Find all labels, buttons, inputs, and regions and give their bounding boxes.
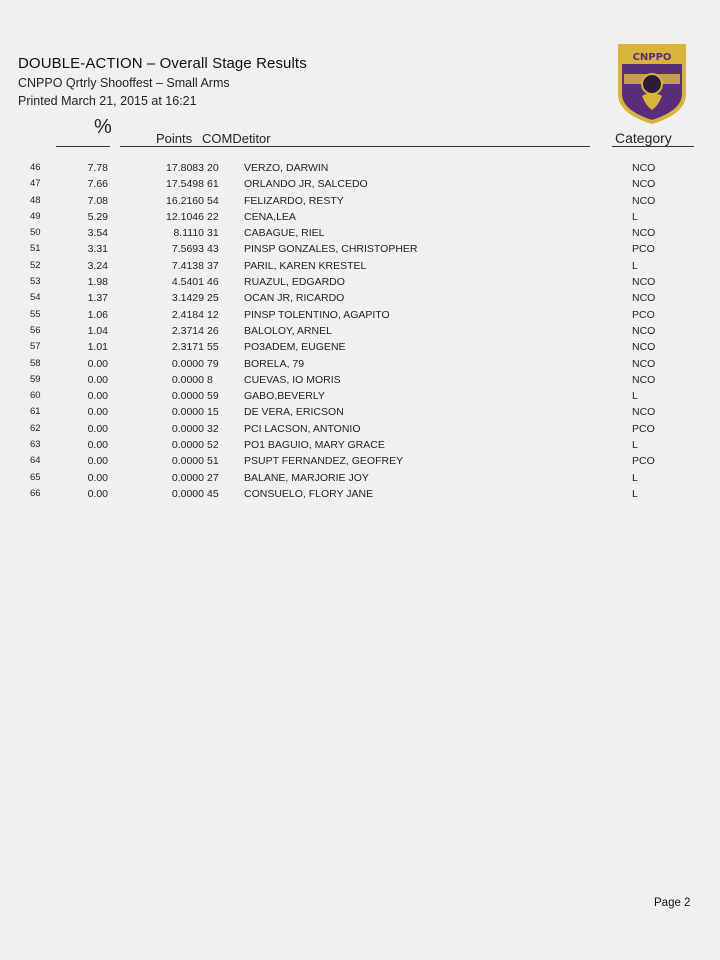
row-percent: 1.01	[87, 341, 108, 354]
row-place: 57	[30, 341, 41, 353]
row-competitor-name: PARIL, KAREN KRESTEL	[244, 259, 367, 272]
row-competitor-number: 22	[207, 210, 219, 223]
row-place: 61	[30, 406, 41, 418]
row-competitor-number: 20	[207, 162, 219, 174]
table-row	[0, 358, 720, 374]
row-category: NCO	[632, 324, 656, 337]
header-underline-category	[612, 146, 694, 147]
table-row	[0, 195, 720, 211]
row-place: 63	[30, 439, 41, 451]
row-competitor-name: FELIZARDO, RESTY	[244, 194, 344, 207]
row-percent: 1.06	[87, 308, 108, 321]
row-category: NCO	[632, 162, 656, 174]
row-category: NCO	[632, 341, 656, 354]
printed-timestamp: Printed March 21, 2015 at 16:21	[18, 94, 197, 108]
header-percent: %	[94, 116, 112, 138]
row-competitor-number: 12	[207, 308, 219, 321]
row-competitor-name: ORLANDO JR, SALCEDO	[244, 178, 368, 191]
row-category: L	[632, 439, 638, 452]
table-row	[0, 325, 720, 341]
row-competitor-number: 37	[207, 259, 219, 272]
row-points: 17.8083	[166, 162, 204, 174]
row-place: 62	[30, 422, 41, 434]
row-competitor-number: 59	[207, 390, 219, 403]
row-category: NCO	[632, 373, 656, 386]
row-category: L	[632, 210, 638, 223]
table-row	[0, 423, 720, 439]
table-row	[0, 488, 720, 504]
row-points: 3.1429	[171, 292, 204, 305]
row-place: 46	[30, 162, 41, 173]
table-row	[0, 227, 720, 243]
row-competitor-name: CUEVAS, IO MORIS	[244, 373, 341, 386]
header-category: Category	[615, 130, 672, 146]
row-points: 2.3714	[171, 324, 204, 337]
row-category: PCO	[632, 243, 655, 256]
row-category: PCO	[632, 422, 655, 435]
row-place: 59	[30, 373, 41, 385]
cnppo-logo	[614, 40, 690, 124]
row-points: 0.0000	[171, 487, 204, 500]
row-competitor-name: VERZO, DARWIN	[244, 162, 329, 174]
row-place: 56	[30, 324, 41, 336]
row-place: 54	[30, 292, 41, 304]
table-row	[0, 374, 720, 390]
row-points: 8.1110	[173, 227, 204, 240]
row-category: NCO	[632, 406, 656, 419]
row-competitor-number: 54	[207, 194, 219, 207]
row-competitor-name: OCAN JR, RICARDO	[244, 292, 345, 305]
row-competitor-number: 55	[207, 341, 219, 354]
row-place: 53	[30, 276, 41, 288]
row-points: 2.3171	[171, 341, 204, 354]
row-percent: 3.54	[87, 227, 108, 240]
table-row	[0, 292, 720, 308]
row-points: 0.0000	[171, 357, 204, 370]
row-category: NCO	[632, 178, 656, 191]
table-row	[0, 439, 720, 455]
row-percent: 5.29	[87, 210, 108, 223]
row-competitor-number: 15	[207, 406, 219, 419]
row-competitor-name: PO3ADEM, EUGENE	[244, 341, 346, 354]
row-competitor-number: 26	[207, 324, 219, 337]
row-points: 0.0000	[171, 422, 204, 435]
row-category: PCO	[632, 308, 655, 321]
row-percent: 3.31	[87, 243, 108, 256]
row-competitor-name: PINSP GONZALES, CHRISTOPHER	[244, 243, 418, 256]
row-competitor-name: CENA,LEA	[244, 210, 296, 223]
row-percent: 0.00	[87, 357, 108, 370]
row-percent: 0.00	[87, 471, 108, 484]
row-points: 17.5498	[166, 178, 204, 191]
row-points: 0.0000	[171, 439, 204, 452]
table-row	[0, 211, 720, 227]
table-row	[0, 406, 720, 422]
row-percent: 0.00	[87, 439, 108, 452]
row-place: 66	[30, 487, 41, 499]
row-place: 51	[30, 243, 41, 255]
header-competitor: COMDetitor	[202, 131, 271, 146]
table-row	[0, 260, 720, 276]
report-title: DOUBLE-ACTION – Overall Stage Results	[18, 55, 307, 72]
row-percent: 0.00	[87, 455, 108, 468]
row-points: 16.2160	[166, 194, 204, 207]
row-percent: 0.00	[87, 406, 108, 419]
row-category: L	[632, 390, 638, 403]
header-points: Points	[156, 131, 193, 146]
row-percent: 7.08	[87, 194, 108, 207]
table-row	[0, 390, 720, 406]
row-points: 0.0000	[171, 390, 204, 403]
row-competitor-number: 31	[207, 227, 219, 240]
row-place: 60	[30, 390, 41, 402]
row-competitor-number: 8	[207, 373, 213, 386]
row-competitor-name: PCI LACSON, ANTONIO	[244, 422, 361, 435]
row-percent: 1.04	[87, 324, 108, 337]
row-points: 12.1046	[166, 210, 204, 223]
row-category: NCO	[632, 276, 656, 289]
table-row	[0, 309, 720, 325]
row-competitor-name: PO1 BAGUIO, MARY GRACE	[244, 439, 385, 452]
table-row	[0, 472, 720, 488]
row-points: 0.0000	[171, 471, 204, 484]
row-place: 47	[30, 178, 41, 190]
row-competitor-number: 61	[207, 178, 219, 191]
row-category: L	[632, 471, 638, 484]
row-competitor-name: PINSP TOLENTINO, AGAPITO	[244, 308, 390, 321]
row-competitor-name: CONSUELO, FLORY JANE	[244, 487, 374, 500]
row-competitor-number: 79	[207, 357, 219, 370]
row-competitor-number: 32	[207, 422, 219, 435]
page-number: Page 2	[654, 897, 691, 909]
table-row	[0, 455, 720, 471]
row-percent: 0.00	[87, 373, 108, 386]
row-place: 49	[30, 210, 41, 222]
row-percent: 7.66	[87, 178, 108, 191]
row-competitor-name: PSUPT FERNANDEZ, GEOFREY	[244, 455, 404, 468]
row-competitor-name: GABO,BEVERLY	[244, 390, 325, 403]
header-underline-percent	[56, 146, 110, 147]
table-row	[0, 162, 720, 178]
row-place: 55	[30, 308, 41, 320]
results-table	[0, 162, 720, 504]
row-points: 7.4138	[171, 259, 204, 272]
table-row	[0, 341, 720, 357]
row-points: 7.5693	[171, 243, 204, 256]
row-place: 65	[30, 471, 41, 483]
row-competitor-name: BORELA, 79	[244, 357, 305, 370]
row-place: 50	[30, 227, 41, 239]
row-points: 2.4184	[171, 308, 204, 321]
row-points: 0.0000	[171, 455, 204, 468]
header-underline-main	[120, 146, 590, 147]
row-percent: 0.00	[87, 422, 108, 435]
row-place: 58	[30, 357, 41, 369]
row-competitor-number: 27	[207, 471, 219, 484]
row-category: NCO	[632, 357, 656, 370]
row-category: NCO	[632, 227, 656, 240]
row-category: NCO	[632, 194, 656, 207]
logo-text: CNPPO	[632, 52, 672, 63]
row-points: 0.0000	[171, 373, 204, 386]
report-subtitle: CNPPO Qrtrly Shooffest – Small Arms	[18, 76, 230, 90]
row-competitor-name: CABAGUE, RIEL	[244, 227, 325, 240]
row-competitor-number: 51	[207, 455, 219, 468]
row-percent: 0.00	[87, 390, 108, 403]
row-competitor-number: 45	[207, 487, 219, 500]
row-competitor-number: 46	[207, 276, 219, 289]
row-percent: 0.00	[87, 487, 108, 500]
row-competitor-name: DE VERA, ERICSON	[244, 406, 344, 419]
row-competitor-name: BALANE, MARJORIE JOY	[244, 471, 369, 484]
row-percent: 1.98	[87, 276, 108, 289]
row-place: 48	[30, 194, 41, 206]
row-competitor-name: BALOLOY, ARNEL	[244, 324, 332, 337]
row-percent: 3.24	[87, 259, 108, 272]
row-percent: 7.78	[87, 162, 108, 174]
row-place: 64	[30, 455, 41, 467]
row-competitor-number: 52	[207, 439, 219, 452]
row-category: L	[632, 487, 638, 500]
row-competitor-number: 43	[207, 243, 219, 256]
row-place: 52	[30, 259, 41, 271]
row-points: 0.0000	[171, 406, 204, 419]
row-percent: 1.37	[87, 292, 108, 305]
row-category: NCO	[632, 292, 656, 305]
row-category: L	[632, 259, 638, 272]
table-row	[0, 243, 720, 259]
table-row	[0, 276, 720, 292]
row-category: PCO	[632, 455, 655, 468]
row-competitor-name: RUAZUL, EDGARDO	[244, 276, 345, 289]
row-competitor-number: 25	[207, 292, 219, 305]
table-row	[0, 178, 720, 194]
row-points: 4.5401	[171, 276, 204, 289]
